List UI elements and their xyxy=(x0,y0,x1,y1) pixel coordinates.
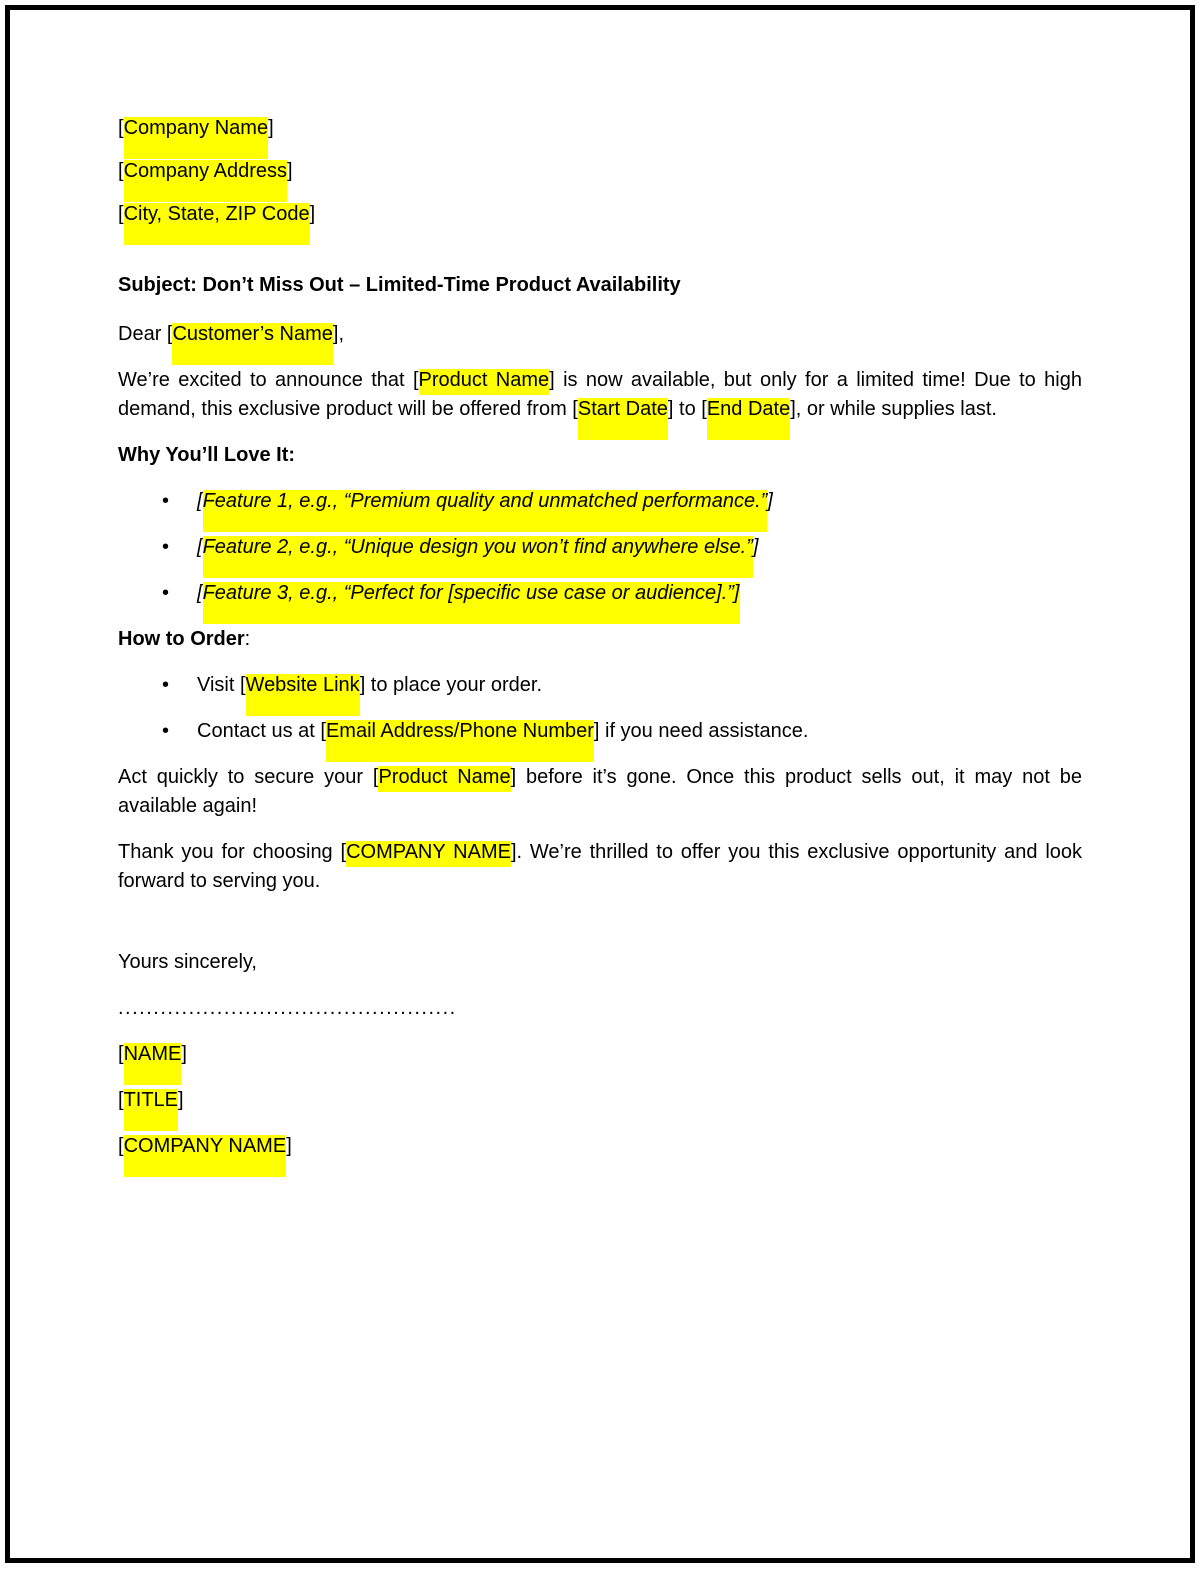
bracket: [ xyxy=(118,1135,124,1157)
bullet-icon: • xyxy=(162,674,170,696)
order-suffix: ] to place your order. xyxy=(359,674,543,696)
feature-item xyxy=(118,579,1082,608)
address-line-city-state-zip xyxy=(118,200,1082,229)
intro-text: We’re excited to announce that [ xyxy=(118,369,419,391)
how-to-order-heading xyxy=(118,625,1082,654)
company-name-placeholder: Company Name xyxy=(124,117,269,159)
greeting-suffix: ], xyxy=(332,323,345,345)
order-item xyxy=(118,671,1082,700)
bullet-icon: • xyxy=(162,582,170,604)
feature-text xyxy=(197,487,1082,516)
signature-title-line xyxy=(118,1086,1082,1115)
greeting-prefix: Dear [ xyxy=(118,323,173,345)
bracket: ] xyxy=(752,536,759,558)
bullet-icon: • xyxy=(162,490,170,512)
bracket: [ xyxy=(118,1043,124,1065)
title-placeholder: TITLE xyxy=(124,1089,178,1131)
greeting-line xyxy=(118,320,1082,349)
order-text xyxy=(197,717,1082,746)
address-line-company-address xyxy=(118,157,1082,186)
closing-line: Yours sincerely, xyxy=(118,951,257,973)
feature-3-placeholder: Feature 3, e.g., “Perfect for [specific use case or audience].”] xyxy=(203,582,740,624)
bracket: ] xyxy=(309,203,316,225)
urgency-text: Act quickly to secure your [ xyxy=(118,766,379,788)
city-state-zip-placeholder: City, State, ZIP Code xyxy=(124,203,310,245)
start-date-placeholder: Start Date xyxy=(578,398,668,440)
bracket: ] xyxy=(181,1043,187,1065)
end-date-placeholder: End Date xyxy=(707,398,790,440)
bracket: [ xyxy=(197,536,203,558)
address-line-company-name xyxy=(118,114,1082,143)
feature-1-placeholder: Feature 1, e.g., “Premium quality and unmatched performance.” xyxy=(203,490,768,532)
thanks-paragraph xyxy=(118,838,1082,896)
name-placeholder: NAME xyxy=(124,1043,182,1085)
bracket: ] xyxy=(767,490,773,512)
signature-company-placeholder: COMPANY NAME xyxy=(124,1135,287,1177)
bracket: [ xyxy=(118,203,124,225)
order-item xyxy=(118,717,1082,746)
thanks-text: Thank you for choosing [ xyxy=(118,841,347,863)
order-prefix: Contact us at [ xyxy=(197,720,326,742)
feature-2-placeholder: Feature 2, e.g., “Unique design you won’t find anywhere else.” xyxy=(203,536,753,578)
feature-item xyxy=(118,487,1082,516)
product-name-placeholder: Product Name xyxy=(378,766,510,792)
bracket: ] xyxy=(286,1135,292,1157)
why-love-heading: Why You’ll Love It: xyxy=(118,444,296,466)
order-list xyxy=(118,671,1082,746)
bracket: ] xyxy=(178,1089,184,1111)
intro-text: ] is now available, but only for a limited time! Due to high demand, this exclusive product will be offered from [ xyxy=(118,369,1082,420)
company-name-placeholder: COMPANY NAME xyxy=(346,841,511,867)
feature-list xyxy=(118,487,1082,608)
bracket: ] xyxy=(268,117,274,139)
signature-company-line xyxy=(118,1132,1082,1161)
feature-text xyxy=(197,579,1082,608)
feature-text xyxy=(197,533,1082,562)
urgency-text: ] before it’s gone. Once this product sells out, it may not be available again! xyxy=(118,766,1082,817)
letter-body xyxy=(118,0,1082,1178)
bracket: [ xyxy=(197,582,203,604)
feature-item xyxy=(118,533,1082,562)
bullet-icon: • xyxy=(162,720,170,742)
bracket: [ xyxy=(197,490,203,512)
intro-paragraph xyxy=(118,366,1082,424)
how-to-order-label: How to Order xyxy=(118,628,245,650)
contact-placeholder: Email Address/Phone Number xyxy=(326,720,594,762)
thanks-text: ]. We’re thrilled to offer you this exclusive opportunity and look forward to serving you. xyxy=(118,841,1083,892)
intro-text: ] to [ xyxy=(667,398,707,420)
bracket: [ xyxy=(118,1089,124,1111)
customer-name-placeholder: Customer’s Name xyxy=(172,323,332,365)
product-name-placeholder: Product Name xyxy=(419,369,550,395)
signature-name-line xyxy=(118,1040,1082,1069)
urgency-paragraph xyxy=(118,763,1082,821)
order-prefix: Visit [ xyxy=(197,674,246,696)
bracket: [ xyxy=(118,160,124,182)
intro-text: ], or while supplies last. xyxy=(790,398,997,420)
signature-dotted-line: ................................................ xyxy=(118,997,457,1019)
company-address-placeholder: Company Address xyxy=(124,160,287,202)
subject-line: Subject: Don’t Miss Out – Limited-Time Product Availability xyxy=(118,274,681,296)
order-text xyxy=(197,671,1082,700)
bracket: ] xyxy=(286,160,293,182)
heading-colon: : xyxy=(244,628,251,650)
bracket: [ xyxy=(118,117,124,139)
bullet-icon: • xyxy=(162,536,170,558)
website-link-placeholder: Website Link xyxy=(246,674,360,716)
order-suffix: ] if you need assistance. xyxy=(593,720,809,742)
